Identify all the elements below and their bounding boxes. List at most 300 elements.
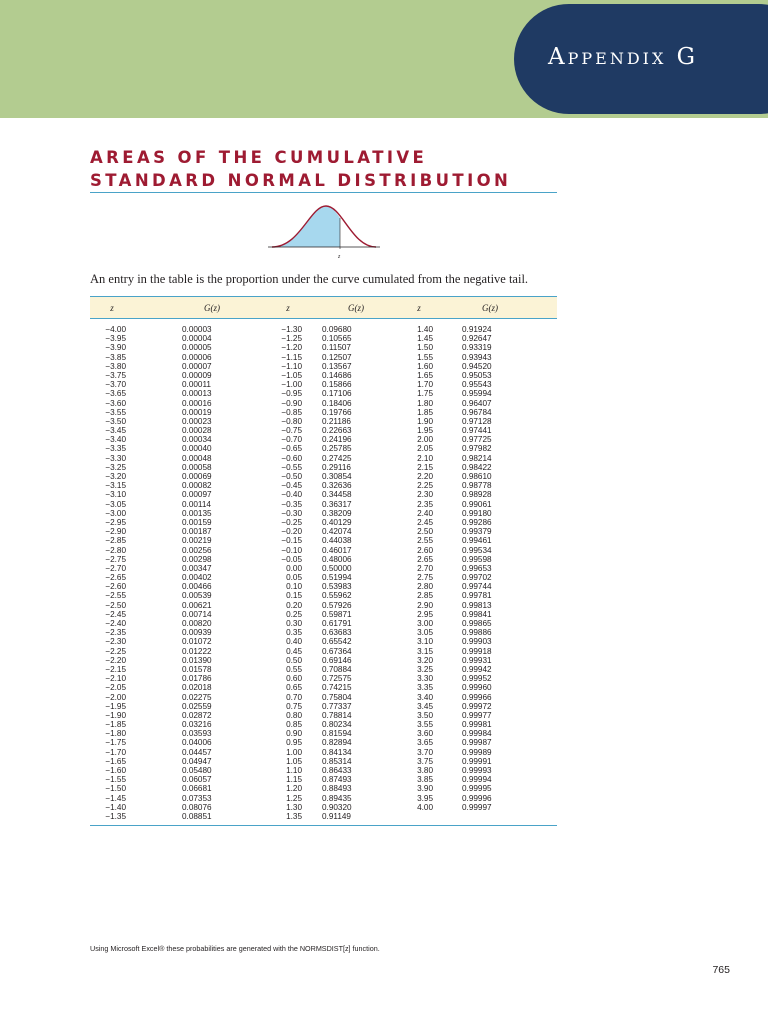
table-cell: 3.70	[417, 747, 433, 757]
table-cell: −2.90	[105, 527, 126, 537]
table-cell: 1.45	[417, 334, 433, 344]
table-cell: 1.80	[417, 398, 433, 408]
table-cell: 3.10	[417, 637, 433, 647]
table-cell: −1.20	[281, 343, 302, 353]
table-cell: 0.00058	[182, 462, 212, 472]
table-cell: 0.05480	[182, 766, 212, 775]
table-cell: 2.35	[417, 499, 433, 509]
table-cell: 3.55	[417, 720, 433, 730]
table-cell: 0.00097	[182, 490, 212, 500]
table-cell: −2.60	[105, 582, 126, 592]
table-cell: −3.40	[105, 435, 126, 445]
table-cell: 1.85	[417, 407, 433, 417]
header-z-1: z	[110, 302, 114, 313]
table-cell: −2.20	[105, 655, 126, 665]
table-cell: 0.00298	[182, 554, 212, 564]
table-cell: 0.69146	[322, 655, 352, 665]
table-cell: 0.57926	[322, 600, 352, 610]
table-cell: −1.85	[105, 720, 126, 730]
table-cell: −0.30	[281, 508, 302, 518]
table-cell: 2.45	[417, 517, 433, 527]
table-cell: −1.75	[105, 738, 126, 748]
table-cell: 0.60	[286, 674, 302, 684]
table-cell: 1.30	[286, 802, 302, 812]
table-cell: −0.65	[281, 444, 302, 454]
table-cell: 0.99972	[462, 701, 492, 711]
table-cell: 0.00006	[182, 352, 212, 362]
table-cell: 0.63683	[322, 628, 352, 638]
table-cell: 0.99966	[462, 692, 492, 702]
table-cell: 0.99781	[462, 591, 492, 601]
table-cell: −3.25	[105, 462, 126, 472]
table-cell: −2.30	[105, 637, 126, 647]
table-cell: 0.99865	[462, 619, 492, 628]
table-cell: −2.85	[105, 536, 126, 546]
table-cell: 2.50	[417, 527, 433, 537]
table-cell: −2.50	[105, 600, 126, 610]
column-g-2	[322, 325, 382, 821]
table-cell: 1.10	[286, 766, 302, 775]
table-cell: −2.70	[105, 563, 126, 573]
table-cell: 0.08076	[182, 802, 212, 812]
table-cell: 0.72575	[322, 674, 352, 684]
table-cell: 0.03593	[182, 729, 212, 739]
table-cell: 0.04457	[182, 747, 212, 757]
table-cell: −0.15	[281, 536, 302, 546]
table-cell: 3.20	[417, 655, 433, 665]
table-cell: −3.20	[105, 472, 126, 481]
table-cell: 0.65542	[322, 637, 352, 647]
table-cell: 0.81594	[322, 729, 352, 739]
table-cell: 0.99997	[462, 802, 492, 812]
table-cell: 0.12507	[322, 352, 352, 362]
table-cell: 0.85	[286, 720, 302, 730]
table-cell: −3.70	[105, 380, 126, 390]
table-cell: 2.20	[417, 472, 433, 481]
table-cell: 2.10	[417, 453, 433, 463]
table-cell: 1.75	[417, 389, 433, 399]
column-z-1	[90, 325, 126, 821]
table-cell: −3.90	[105, 343, 126, 353]
table-cell: 0.98214	[462, 453, 492, 463]
table-cell: 0.08851	[182, 811, 212, 821]
table-cell: 0.00621	[182, 600, 212, 610]
table-cell: −1.70	[105, 747, 126, 757]
table-cell: 2.60	[417, 545, 433, 555]
header-z-3: z	[417, 302, 421, 313]
table-cell: −1.40	[105, 802, 126, 812]
table-cell: −2.65	[105, 573, 126, 583]
table-cell: 2.65	[417, 554, 433, 564]
table-cell: 3.05	[417, 628, 433, 638]
table-cell: 0.00003	[182, 325, 212, 334]
table-cell: 0.35	[286, 628, 302, 638]
table-cell: 0.85314	[322, 756, 352, 766]
table-cell: −2.05	[105, 683, 126, 693]
table-cell: 0.04006	[182, 738, 212, 748]
table-cell: −3.65	[105, 389, 126, 399]
table-cell: 0.01390	[182, 655, 212, 665]
table-cell: 3.15	[417, 646, 433, 656]
table-cell: 0.15	[286, 591, 302, 601]
table-cell: 0.99702	[462, 573, 492, 583]
table-cell: 0.29116	[322, 462, 351, 472]
table-cell: 1.70	[417, 380, 433, 390]
table-cell: 0.00114	[182, 499, 211, 509]
table-cell: 0.34458	[322, 490, 352, 500]
table-cell: −3.95	[105, 334, 126, 344]
table-cell: 0.00939	[182, 628, 212, 638]
table-cell: 0.87493	[322, 775, 352, 785]
table-cell: 0.00159	[182, 517, 212, 527]
table-cell: 2.25	[417, 481, 433, 491]
table-cell: 0.02275	[182, 692, 212, 702]
table-cell: 0.05	[286, 573, 302, 583]
table-cell: 0.00347	[182, 563, 212, 573]
table-cell: −2.35	[105, 628, 126, 638]
cumulative-normal-table	[90, 296, 557, 826]
table-cell: −3.85	[105, 352, 126, 362]
table-cell: −0.25	[281, 517, 302, 527]
table-cell: 0.01578	[182, 664, 212, 674]
table-cell: 0.99993	[462, 766, 492, 775]
table-cell: 0.93319	[462, 343, 492, 353]
table-cell: 0.90	[286, 729, 302, 739]
table-cell: 0.13567	[322, 361, 352, 371]
table-cell: 0.19766	[322, 407, 352, 417]
table-cell: 0.18406	[322, 398, 352, 408]
table-cell: 0.99987	[462, 738, 492, 748]
table-cell: 0.55962	[322, 591, 352, 601]
header-g-3: G(z)	[482, 302, 498, 313]
table-cell: 0.00714	[182, 609, 212, 619]
table-cell: 0.95994	[462, 389, 492, 399]
table-cell: 0.75	[286, 701, 302, 711]
table-cell: 0.03216	[182, 720, 212, 730]
table-cell: −3.55	[105, 407, 126, 417]
table-cell: 1.60	[417, 361, 433, 371]
table-cell: 3.85	[417, 775, 433, 785]
table-cell: 0.96407	[462, 398, 492, 408]
table-cell: 3.45	[417, 701, 433, 711]
table-cell: 0.30854	[322, 472, 352, 481]
table-cell: −2.75	[105, 554, 126, 564]
table-cell: 0.99813	[462, 600, 492, 610]
column-g-3	[462, 325, 522, 821]
table-cell: 0.01072	[182, 637, 212, 647]
table-cell: 1.20	[286, 784, 302, 794]
table-cell: 3.25	[417, 664, 433, 674]
table-cell: 0.99952	[462, 674, 492, 684]
table-cell: −2.80	[105, 545, 126, 555]
table-cell: 0.95053	[462, 370, 492, 380]
table-cell: 0.99379	[462, 527, 492, 537]
table-cell: 0.09680	[322, 325, 352, 334]
table-cell: 0.51994	[322, 573, 352, 583]
table-cell: −0.10	[281, 545, 302, 555]
table-cell: 0.86433	[322, 766, 352, 775]
table-cell: 0.99180	[462, 508, 492, 518]
table-cell: 0.89435	[322, 793, 352, 803]
table-cell: 0.99534	[462, 545, 492, 555]
table-cell: 0.61791	[322, 619, 352, 628]
table-cell: 0.46017	[322, 545, 352, 555]
table-cell: −0.45	[281, 481, 302, 491]
table-cell: 0.15866	[322, 380, 352, 390]
table-cell: 0.90320	[322, 802, 352, 812]
table-cell: −2.10	[105, 674, 126, 684]
table-cell: 0.99931	[462, 655, 492, 665]
table-cell: 0.99995	[462, 784, 492, 794]
table-cell: 0.78814	[322, 710, 352, 720]
footnote: Using Microsoft Excel® these probabilities are generated with the NORMSDIST[z] function.	[90, 944, 380, 953]
table-cell: 0.25785	[322, 444, 352, 454]
table-cell: 2.40	[417, 508, 433, 518]
table-cell: −0.55	[281, 462, 302, 472]
table-cell: −1.50	[105, 784, 126, 794]
table-cell: 0.97982	[462, 444, 492, 454]
table-cell: −2.40	[105, 619, 126, 628]
table-cell: 0.99996	[462, 793, 492, 803]
table-cell: 0.00011	[182, 380, 211, 390]
table-cell: −0.60	[281, 453, 302, 463]
table-cell: −1.25	[281, 334, 302, 344]
table-cell: 0.00135	[182, 508, 212, 518]
section-title: AREAS OF THE CUMULATIVE STANDARD NORMAL DISTRIBUTION	[90, 148, 512, 190]
table-cell: 2.00	[417, 435, 433, 445]
table-cell: −1.60	[105, 766, 126, 775]
table-cell: 1.25	[286, 793, 302, 803]
table-cell: 0.50000	[322, 563, 352, 573]
table-cell: 1.95	[417, 426, 433, 436]
table-cell: 0.00256	[182, 545, 212, 555]
table-cell: −1.15	[281, 352, 302, 362]
table-cell: 2.55	[417, 536, 433, 546]
table-cell: 0.14686	[322, 370, 352, 380]
table-cell: −0.40	[281, 490, 302, 500]
table-cell: −0.70	[281, 435, 302, 445]
table-cell: 0.99918	[462, 646, 492, 656]
table-cell: 0.01786	[182, 674, 212, 684]
table-cell: 0.40129	[322, 517, 352, 527]
table-cell: −3.75	[105, 370, 126, 380]
table-cell: 0.67364	[322, 646, 352, 656]
table-cell: −1.90	[105, 710, 126, 720]
z-axis-label: z	[338, 254, 341, 260]
table-cell: 1.50	[417, 343, 433, 353]
table-cell: 0.22663	[322, 426, 352, 436]
table-cell: 0.04947	[182, 756, 212, 766]
table-cell: 0.98610	[462, 472, 492, 481]
table-cell: 0.00034	[182, 435, 212, 445]
table-cell: 3.00	[417, 619, 433, 628]
table-cell: 3.80	[417, 766, 433, 775]
table-cell: 0.00187	[182, 527, 212, 537]
table-cell: −1.00	[281, 380, 302, 390]
table-cell: 0.48006	[322, 554, 352, 564]
table-cell: −2.45	[105, 609, 126, 619]
table-cell: 0.99977	[462, 710, 492, 720]
table-cell: 3.50	[417, 710, 433, 720]
table-cell: −0.75	[281, 426, 302, 436]
table-cell: 0.00219	[182, 536, 212, 546]
title-rule	[90, 192, 557, 193]
table-cell: 3.75	[417, 756, 433, 766]
intro-text: An entry in the table is the proportion under the curve cumulated from the negative tail.	[90, 272, 529, 286]
table-cell: 0.00082	[182, 481, 212, 491]
table-cell: 0.92647	[462, 334, 492, 344]
header-z-2: z	[286, 302, 290, 313]
table-cell: 0.97725	[462, 435, 492, 445]
table-cell: 0.99981	[462, 720, 492, 730]
table-cell: 1.00	[286, 747, 302, 757]
table-cell: 0.88493	[322, 784, 352, 794]
table-cell: 3.60	[417, 729, 433, 739]
table-cell: 3.90	[417, 784, 433, 794]
table-cell: 0.99984	[462, 729, 492, 739]
table-cell: 0.59871	[322, 609, 352, 619]
table-cell: −4.00	[105, 325, 126, 334]
table-cell: 0.01222	[182, 646, 212, 656]
page-number: 765	[712, 964, 730, 976]
table-cell: 3.40	[417, 692, 433, 702]
table-cell: −3.60	[105, 398, 126, 408]
table-cell: 0.94520	[462, 361, 492, 371]
table-cell: −1.05	[281, 370, 302, 380]
table-cell: 1.55	[417, 352, 433, 362]
table-cell: 0.97441	[462, 426, 492, 436]
table-cell: 0.50	[286, 655, 302, 665]
table-cell: 2.30	[417, 490, 433, 500]
table-cell: 0.00040	[182, 444, 212, 454]
table-cell: 0.70	[286, 692, 302, 702]
table-cell: 0.99286	[462, 517, 492, 527]
table-cell: 0.70884	[322, 664, 352, 674]
table-cell: −3.00	[105, 508, 126, 518]
table-cell: −0.20	[281, 527, 302, 537]
table-cell: 0.00007	[182, 361, 212, 371]
table-cell: 0.74215	[322, 683, 352, 693]
table-cell: −2.25	[105, 646, 126, 656]
table-cell: 0.00004	[182, 334, 212, 344]
table-cell: 0.07353	[182, 793, 212, 803]
table-cell: −1.35	[105, 811, 126, 821]
table-cell: 0.00539	[182, 591, 212, 601]
table-cell: 0.99960	[462, 683, 492, 693]
table-cell: 0.99841	[462, 609, 492, 619]
shaded-area	[272, 206, 340, 247]
table-cell: 0.99994	[462, 775, 492, 785]
table-cell: 0.38209	[322, 508, 352, 518]
table-cell: 0.98928	[462, 490, 492, 500]
table-cell: 0.00820	[182, 619, 212, 628]
table-cell: 2.85	[417, 591, 433, 601]
table-cell: 0.02872	[182, 710, 212, 720]
table-cell: 0.53983	[322, 582, 352, 592]
table-cell: 0.17106	[322, 389, 352, 399]
table-cell: 1.90	[417, 416, 433, 426]
table-cell: −1.45	[105, 793, 126, 803]
table-cell: −3.10	[105, 490, 126, 500]
table-cell: −3.80	[105, 361, 126, 371]
table-cell: −1.65	[105, 756, 126, 766]
table-cell: 0.24196	[322, 435, 352, 445]
table-cell: 0.55	[286, 664, 302, 674]
header-g-2: G(z)	[348, 302, 364, 313]
table-cell: 0.25	[286, 609, 302, 619]
column-z-3	[393, 325, 433, 821]
table-cell: 0.99942	[462, 664, 492, 674]
table-cell: 0.02018	[182, 683, 212, 693]
table-cell: 0.11507	[322, 343, 351, 353]
table-cell: 1.05	[286, 756, 302, 766]
table-cell: 2.75	[417, 573, 433, 583]
table-cell: −3.35	[105, 444, 126, 454]
table-cell: −1.80	[105, 729, 126, 739]
table-cell: 1.65	[417, 370, 433, 380]
table-cell: 0.75804	[322, 692, 352, 702]
table-cell: −3.50	[105, 416, 126, 426]
table-cell: 0.84134	[322, 747, 352, 757]
table-cell: 0.00009	[182, 370, 212, 380]
table-cell: −0.95	[281, 389, 302, 399]
table-cell: 0.99744	[462, 582, 492, 592]
table-cell: 0.00023	[182, 416, 212, 426]
table-cell: 0.30	[286, 619, 302, 628]
table-cell: 0.00	[286, 563, 302, 573]
table-cell: 0.20	[286, 600, 302, 610]
table-cell: 0.77337	[322, 701, 352, 711]
table-cell: 0.02559	[182, 701, 212, 711]
normal-curve-figure	[266, 200, 414, 262]
column-g-1	[182, 325, 242, 821]
table-cell: 1.40	[417, 325, 433, 334]
table-header-row	[90, 297, 557, 318]
table-cell: −3.15	[105, 481, 126, 491]
table-cell: 0.00402	[182, 573, 212, 583]
table-cell: 2.95	[417, 609, 433, 619]
table-cell: 0.82894	[322, 738, 352, 748]
table-cell: 0.99903	[462, 637, 492, 647]
table-cell: 0.80234	[322, 720, 352, 730]
table-cell: −1.95	[105, 701, 126, 711]
table-cell: −1.55	[105, 775, 126, 785]
table-cell: −3.30	[105, 453, 126, 463]
table-cell: −0.50	[281, 472, 302, 481]
table-cell: 0.00013	[182, 389, 212, 399]
table-cell: 0.91149	[322, 811, 351, 821]
table-cell: 2.15	[417, 462, 433, 472]
table-cell: −3.05	[105, 499, 126, 509]
table-cell: 0.00016	[182, 398, 212, 408]
table-cell: 0.91924	[462, 325, 492, 334]
table-cell: 3.95	[417, 793, 433, 803]
table-cell: 0.97128	[462, 416, 492, 426]
table-cell: 0.99653	[462, 563, 492, 573]
table-cell: 0.99886	[462, 628, 492, 638]
table-cell: 0.00048	[182, 453, 212, 463]
table-cell: 3.65	[417, 738, 433, 748]
appendix-title: Appendix G	[548, 44, 699, 70]
table-bottom-rule	[90, 825, 557, 826]
table-cell: −1.10	[281, 361, 302, 371]
table-cell: −2.15	[105, 664, 126, 674]
table-cell: −2.55	[105, 591, 126, 601]
table-body	[90, 319, 557, 825]
table-cell: 1.35	[286, 811, 302, 821]
table-cell: 0.99598	[462, 554, 492, 564]
table-cell: 0.27425	[322, 453, 352, 463]
